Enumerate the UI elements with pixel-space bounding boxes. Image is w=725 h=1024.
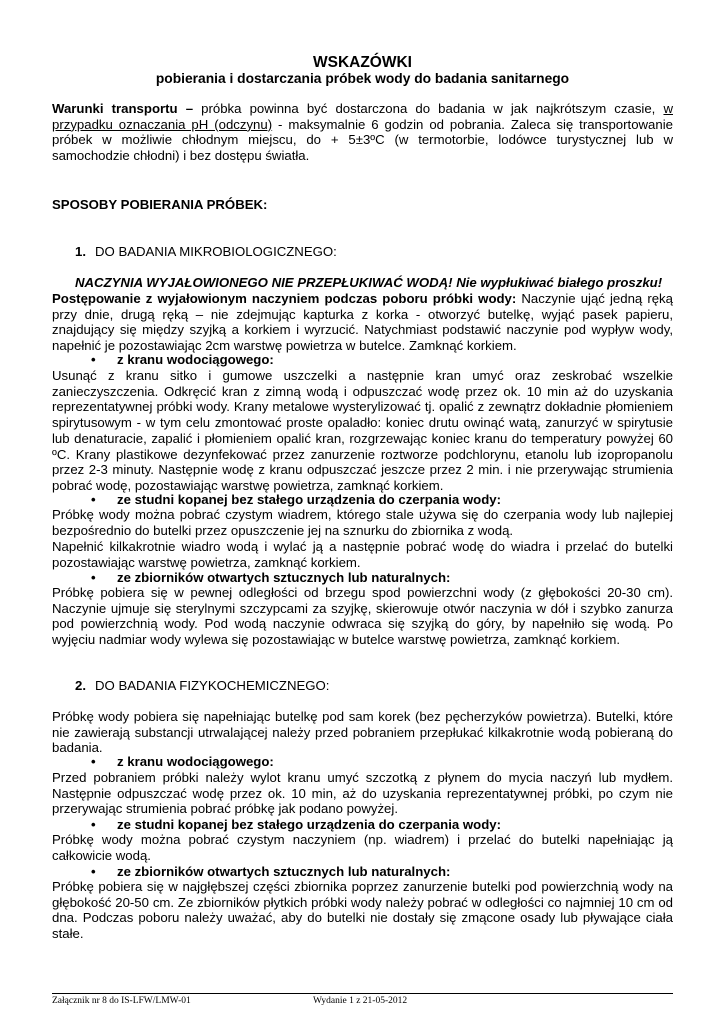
document-subtitle: pobierania i dostarczania próbek wody do badania sanitarnego [155,71,570,86]
transport-text-2: - maksymalnie 6 godzin od pobrania. Zaleca się transportowanie próbek w możliwie chłodnym miejscu, do + 5±3ºC (w termotorbie, lodówce turystycznej lub w samochodzie chłodni) i bez dostępu światła. [52,116,673,164]
section2-bullet2-text: Próbkę wody można pobrać czystym naczyniem (np. wiadrem) i przelać do butelki napełniając ją całkowicie wodą. [52,832,673,863]
footer-right: Wydanie 1 z 21-05-2012 [313,996,408,1006]
bullet-icon: • [91,864,96,879]
section1-warning: NACZYNIA WYJAŁOWIONEGO NIE PRZEPŁUKIWAĆ WODĄ! Nie wypłukiwać białego proszku! [75,275,663,290]
footer-left: Załącznik nr 8 do IS-LFW/LMW-01 [52,996,191,1006]
transport-paragraph [52,101,673,164]
section-heading: SPOSOBY POBIERANIA PRÓBEK: [52,197,268,212]
section2-number: 2. [75,678,86,693]
transport-label: Warunki transportu – [52,101,194,116]
section2-heading [75,678,329,694]
section1-bullet2 [91,492,501,508]
section1-bullet1 [91,352,274,368]
document-title: WSKAZÓWKI [312,54,412,71]
section2-bullet2 [91,817,501,833]
section2-bullet3 [91,864,450,880]
section2-intro: Próbkę wody pobiera się napełniając butelkę pod sam korek (bez pęcherzyków powietrza). Butelki, które nie zawierają substancji utrwalającej należy przed pobraniem przepłukać kilkakrotnie wodą pobieraną do badania. [52,709,673,756]
section1-bullet2-text-a: Próbkę wody można pobrać czystym wiadrem, którego stale używa się do czerpania wody lub najlepiej bezpośrednio do butelki przez opuszczenie jej na sznurku do zbiornika z wodą. [52,507,673,538]
section1-bullet3-label: ze zbiorników otwartych sztucznych lub naturalnych: [117,570,451,585]
section1-number: 1. [75,244,86,259]
section2-bullet3-text: Próbkę pobiera się w najgłębszej części zbiornika poprzez zanurzenie butelki pod powierzchnią wody na głębokość 20-50 cm. Ze zbiorników płytkich próbki wody należy pobrać w odległości co najmniej 10 cm od dna. Podczas poboru należy uważać, aby do butelki nie dostały się zmącone osady lub pływające ciała stałe. [52,879,673,942]
section1-bullet3-text: Próbkę pobiera się w pewnej odległości od brzegu spod powierzchni wody (z głębokości 20-30 cm). Naczynie ujmuje się sterylnymi szczypcami za szyjkę, skierowuje otwór naczynia w dół i szybko zanurza pod powierzchnią wody. Pod wodą naczynie odwraca się szyjką do góry, by napełniło się wodą. Po wyjęciu nadmiar wody wylewa się pozostawiając w butelce warstwę powietrza, zamknąć korkiem. [52,585,673,648]
bullet-icon: • [91,570,96,585]
section1-bullet1-label: z kranu wodociągowego: [117,352,274,367]
transport-underlined: w przypadku oznaczania pH (odczynu) [52,101,673,132]
section2-bullet1-label: z kranu wodociągowego: [117,754,274,769]
section1-bullet3 [91,570,450,586]
section1-bullet2-label: ze studni kopanej bez stałego urządzenia do czerpania wody: [117,492,501,507]
section2-title: DO BADANIA FIZYKOCHEMICZNEGO: [95,678,330,693]
section2-bullet1 [91,754,274,770]
section1-title: DO BADANIA MIKROBIOLOGICZNEGO: [95,244,337,259]
bullet-icon: • [91,492,96,507]
section1-procedure [52,291,673,354]
section2-bullet1-text: Przed pobraniem próbki należy wylot kranu umyć szczotką z płynem do mycia naczyń lub mydłem. Następnie odpuszczać wodę przez ok. 10 min, aż do uzyskania reprezentatywnej próbki, po czym nie przerywając strumienia pobrać próbkę jak podano powyżej. [52,770,673,817]
transport-text-1: próbka powinna być dostarczona do badania w jak najkrótszym czasie, [193,101,664,116]
bullet-icon: • [91,817,96,832]
section2-bullet2-label: ze studni kopanej bez stałego urządzenia do czerpania wody: [117,817,501,832]
section1-bullet2-text-b: Napełnić kilkakrotnie wiadro wodą i wylać ją a następnie pobrać wodę do wiadra i przelać do butelki pozostawiając warstwę powietrza, zamknąć korkiem. [52,539,673,570]
section1-bullet1-text: Usunąć z kranu sitko i gumowe uszczelki a następnie kran umyć oraz zeskrobać wszelkie zanieczyszczenia. Odkręcić kran z zimną wodą i odpuszczać wodę przez ok. 10 min aż do uzyskania reprezentatywnej próbki wody. Krany metalowe wysterylizować tj. opalić z zewnątrz dokładnie płomieniem spirytusowym - w tym celu zmontować proste opaladło: koniec drutu owinąć watą, zanurzyć w spirytusie lub denaturacie, zapalić i płomieniem opalić kran, rozgrzewając koniec kranu do temperatury powyżej 60 ºC. Krany plastikowe dezynfekować przez zanurzenie roztworze podchlorynu, etanolu lub izopropanolu przez 2-3 minuty. Następnie wodę z kranu odpuszczać jeszcze przez 2 min. i nie przerywając strumienia pobrać wodę, pozostawiając warstwę powietrza, zamknąć korkiem. [52,368,673,493]
section1-heading [75,244,337,260]
bullet-icon: • [91,352,96,367]
footer-divider [52,993,673,994]
section1-procedure-text: Naczynie ująć jedną ręką przy dnie, drugą ręką – nie zdejmując kapturka z korka - otworzyć butelkę, wyjąć pasek papieru, znajdujący się między szyjką a korkiem i wyrzucić. Natychmiast podstawić naczynie pod wypływ wody, napełnić je pozostawiając 2cm warstwę powietrza w butelce. Zamknąć korkiem. [52,291,673,354]
section1-procedure-label: Postępowanie z wyjałowionym naczyniem podczas poboru próbki wody: [52,291,517,306]
bullet-icon: • [91,754,96,769]
section2-bullet3-label: ze zbiorników otwartych sztucznych lub naturalnych: [117,864,451,879]
